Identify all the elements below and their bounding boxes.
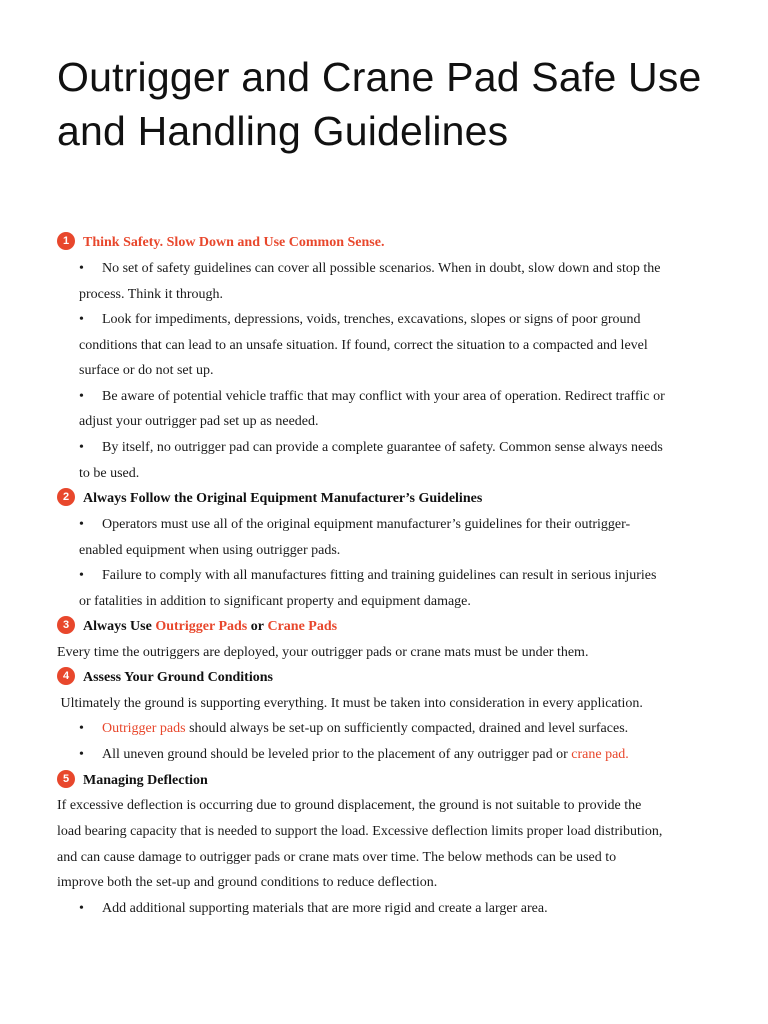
bullet-icon: •	[79, 389, 84, 404]
section-3-heading	[57, 614, 337, 640]
bullet-text-continued: process. Think it through.	[79, 287, 224, 302]
bullet-icon: •	[79, 261, 84, 276]
section-number-badge: 2	[57, 488, 75, 506]
bullet-icon: •	[79, 517, 84, 532]
bullet-text-rest: All uneven ground should be leveled prior to the placement of any outrigger pad or	[102, 747, 572, 762]
bullet-text-continued: surface or do not set up.	[79, 363, 214, 378]
section-2-heading	[57, 486, 482, 512]
section-5-heading	[57, 768, 208, 794]
section-heading-text: Assess Your Ground Conditions	[83, 670, 273, 685]
bullet-text	[102, 742, 629, 768]
bullet-text: By itself, no outrigger pad can provide a complete guarantee of safety. Common sense always needs	[102, 440, 663, 455]
section-paragraph: Ultimately the ground is supporting everything. It must be taken into consideration in every application.	[57, 696, 643, 711]
bullet-text-continued: or fatalities in addition to significant property and equipment damage.	[79, 594, 471, 609]
section-number-badge: 5	[57, 770, 75, 788]
bullet-text-continued: conditions that can lead to an unsafe situation. If found, correct the situation to a compacted and level	[79, 338, 648, 353]
section-heading-text: Always Use	[83, 619, 152, 634]
section-heading-text: Managing Deflection	[83, 773, 208, 788]
section-heading-text: Think Safety. Slow Down and Use Common Sense.	[83, 235, 385, 250]
section-paragraph: load bearing capacity that is needed to support the load. Excessive deflection limits proper load distribution,	[57, 824, 663, 839]
crane-pad-link[interactable]: crane pad.	[571, 747, 629, 762]
section-heading-text: or	[250, 619, 264, 634]
bullet-icon: •	[79, 440, 84, 455]
bullet-text-continued: to be used.	[79, 466, 140, 481]
section-number-badge: 3	[57, 616, 75, 634]
section-1-heading	[57, 230, 384, 256]
bullet-text: Be aware of potential vehicle traffic that may conflict with your area of operation. Redirect traffic or	[102, 389, 665, 404]
section-paragraph: improve both the set-up and ground conditions to reduce deflection.	[57, 875, 438, 890]
outrigger-pads-link[interactable]: Outrigger pads	[102, 721, 186, 736]
bullet-icon: •	[79, 747, 84, 762]
bullet-icon: •	[79, 568, 84, 583]
bullet-text: Operators must use all of the original equipment manufacturer’s guidelines for their outrigger-	[102, 517, 631, 532]
bullet-icon: •	[79, 312, 84, 327]
section-paragraph: Every time the outriggers are deployed, your outrigger pads or crane mats must be under them.	[57, 645, 589, 660]
page-title: Outrigger and Crane Pad Safe Use and Handling Guidelines	[57, 54, 702, 154]
bullet-text: Failure to comply with all manufactures fitting and training guidelines can result in serious injuries	[102, 568, 657, 583]
bullet-text-continued: adjust your outrigger pad set up as needed.	[79, 414, 319, 429]
section-number-badge: 4	[57, 667, 75, 685]
section-number-badge: 1	[57, 232, 75, 250]
section-paragraph: If excessive deflection is occurring due to ground displacement, the ground is not suitable to provide the	[57, 798, 642, 813]
bullet-text: Look for impediments, depressions, voids, trenches, excavations, slopes or signs of poor ground	[102, 312, 641, 327]
bullet-text-continued: enabled equipment when using outrigger pads.	[79, 543, 341, 558]
bullet-text: Add additional supporting materials that are more rigid and create a larger area.	[102, 901, 548, 916]
bullet-icon: •	[79, 721, 84, 736]
outrigger-pads-link[interactable]: Outrigger Pads	[155, 619, 248, 634]
bullet-text-rest: should always be set-up on sufficiently compacted, drained and level surfaces.	[185, 721, 629, 736]
section-heading-text: Always Follow the Original Equipment Manufacturer’s Guidelines	[83, 491, 483, 506]
section-4-heading	[57, 665, 273, 691]
crane-pads-link[interactable]: Crane Pads	[267, 619, 338, 634]
bullet-text: No set of safety guidelines can cover all possible scenarios. When in doubt, slow down and stop the	[102, 261, 661, 276]
bullet-text	[102, 716, 628, 742]
bullet-icon: •	[79, 901, 84, 916]
section-paragraph: and can cause damage to outrigger pads or crane mats over time. The below methods can be used to	[57, 850, 617, 865]
